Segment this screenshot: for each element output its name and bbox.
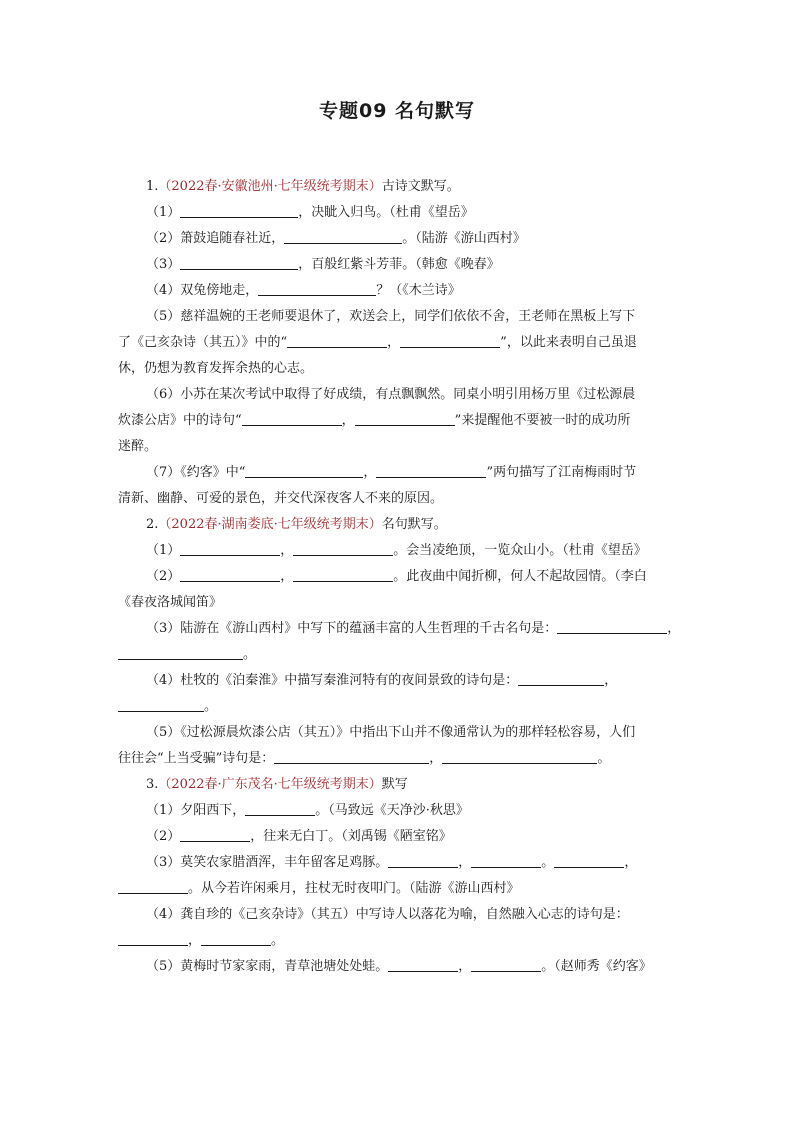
page-title: 专题09 名句默写 (318, 100, 476, 122)
q2-item-5-line-1: （5）《过松源晨炊漆公店（其五）》中指出下山并不像通常认为的那样轻松容易，人们 (146, 725, 636, 740)
answer-blank[interactable] (388, 854, 458, 868)
q3-item-3-line-1: （3）莫笑农家腊酒浑，丰年留客足鸡豚。 ， 。 ， (146, 855, 638, 870)
q3-item-5: （5）黄梅时节家家雨，青草池塘处处蛙。 ， 。（赵师秀《约客》 (146, 959, 652, 974)
q2-item-2-line-2: 《春夜洛城闻笛》 (118, 595, 223, 610)
q3-item-3-line-2: 。从今若许闲乘月，拄杖无时夜叩门。（陆游《游山西村》 (118, 880, 684, 906)
q2-item-2-line-1: （2） ， 。此夜曲中闻折柳，何人不起故园情。（李白 (146, 569, 647, 584)
q1-item-3: （3） ，百般红紫斗芳菲。（韩愈《晚春》 (146, 257, 500, 272)
answer-blank[interactable] (242, 412, 342, 426)
answer-blank[interactable] (118, 932, 188, 946)
q1-item-7-line-2: 清新、幽静、可爱的景色，并交代深夜客人不来的原因。 (118, 491, 444, 506)
answer-blank[interactable] (180, 256, 298, 270)
question-1-header (118, 178, 684, 204)
q3-item-4-line-1: （4）龚自珍的《己亥杂诗》（其五）中写诗人以落花为喻，自然融入心志的诗句是： (146, 907, 629, 922)
question-number: 3. (146, 777, 159, 792)
q1-item-6-line-2: 炊漆公店》中的诗句“ ， ”来提醒他不要被一时的成功所 (118, 413, 631, 428)
answer-blank[interactable] (284, 230, 402, 244)
answer-blank[interactable] (471, 958, 541, 972)
q1-item-2: （2）箫鼓追随春社近， 。（陆游《游山西村》 (146, 231, 526, 246)
answer-blank[interactable] (180, 204, 298, 218)
answer-blank[interactable] (557, 620, 667, 634)
question-source: （2022春·湖南娄底·七年级统考期末） (158, 517, 382, 532)
answer-blank[interactable] (180, 542, 280, 556)
answer-blank[interactable] (245, 802, 315, 816)
question-number: 1. (146, 179, 159, 194)
answer-blank[interactable] (287, 334, 387, 348)
q2-item-3-line-2: 。 (118, 646, 684, 672)
answer-blank[interactable] (118, 698, 204, 712)
answer-blank[interactable] (471, 854, 541, 868)
answer-blank[interactable] (293, 542, 393, 556)
answer-blank[interactable] (180, 568, 280, 582)
question-source: （2022春·广东茂名·七年级统考期末） (158, 777, 382, 792)
q3-item-1: （1）夕阳西下， 。（马致远《天净沙·秋思》 (146, 803, 469, 818)
answer-blank[interactable] (293, 568, 393, 582)
answer-blank[interactable] (388, 958, 458, 972)
answer-blank[interactable] (518, 672, 604, 686)
q2-item-5-line-2: 往往会“上当受骗”诗句是： ， 。 (118, 751, 611, 766)
q3-item-2: （2） ，往来无白丁。（刘禹锡《陋室铭》 (146, 829, 452, 844)
answer-blank[interactable] (376, 464, 486, 478)
answer-blank[interactable] (442, 750, 597, 764)
q1-item-7-line-1: （7）《约客》中“ ， ”两句描写了江南梅雨时节 (146, 465, 637, 480)
q3-item-4-line-2: ， 。 (118, 932, 684, 958)
answer-blank[interactable] (201, 932, 271, 946)
answer-blank[interactable] (245, 464, 363, 478)
answer-blank[interactable] (180, 828, 250, 842)
answer-blank[interactable] (355, 412, 455, 426)
answer-blank[interactable] (554, 854, 624, 868)
question-instruction: 古诗文默写。 (381, 179, 460, 194)
q1-item-5-line-3: 休，仍想为教育发挥余热的心志。 (118, 361, 314, 376)
question-2-header (118, 516, 684, 542)
question-instruction: 默写 (381, 777, 408, 792)
question-list (118, 178, 684, 984)
q1-item-4: （4）双兔傍地走， ？（《木兰诗》 (146, 283, 461, 298)
q2-item-4-line-1: （4）杜牧的《泊秦淮》中描写秦淮河特有的夜间景致的诗句是： ， (146, 673, 618, 688)
answer-blank[interactable] (118, 880, 188, 894)
q2-item-3-line-1: （3）陆游在《游山西村》中写下的蕴涵丰富的人生哲理的千古名句是： ， (146, 621, 681, 636)
question-3-header (118, 776, 684, 802)
question-instruction: 名句默写。 (381, 517, 447, 532)
answer-blank[interactable] (258, 282, 376, 296)
q1-item-1: （1） ，决眦入归鸟。（杜甫《望岳》 (146, 205, 474, 220)
question-number: 2. (146, 517, 159, 532)
q2-item-1: （1） ， 。会当凌绝顶，一览众山小。（杜甫《望岳》 (146, 543, 647, 558)
question-source: （2022春·安徽池州·七年级统考期末） (158, 179, 382, 194)
answer-blank[interactable] (118, 646, 243, 660)
answer-blank[interactable] (274, 750, 429, 764)
answer-blank[interactable] (400, 334, 500, 348)
q1-item-6-line-1: （6）小苏在某次考试中取得了好成绩，有点飘飘然。同桌小明引用杨万里《过松源晨 (146, 387, 636, 402)
q1-item-5-line-2: 了《己亥杂诗（其五）》中的“ ， ”，以此来表明自己虽退 (118, 335, 637, 350)
q1-item-5-line-1: （5）慈祥温婉的王老师要退休了，欢送会上，同学们依依不舍，王老师在黑板上写下 (146, 309, 636, 324)
q2-item-4-line-2: 。 (118, 698, 684, 724)
q1-item-6-line-3: 迷醉。 (118, 439, 158, 454)
